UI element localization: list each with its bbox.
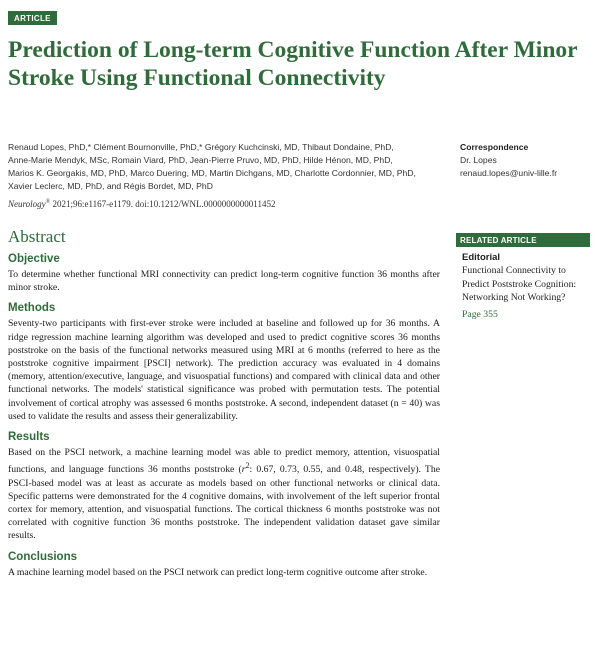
citation xyxy=(8,199,448,209)
related-article-label: Editorial xyxy=(462,252,501,263)
methods-text: Seventy-two participants with first-ever stroke were included at baseline and followed up for 36 months. A ridge regression machine learning algorithm was developed and used to predict cognitive scores 36 months poststroke on the basis of the functional networks measured using MRI at 6 months (referred to here as the poststroke cognitive impairment [PSCI] network). The prediction accuracy was evaluated in 4 domains (memory, attention/executive, language, and visuospatial functions) and compared with clinical data and other functional networks. The models' statistical significance was probed with permutation tests. The potential involvement of cortical atrophy was assessed 6 months poststroke. A second, independent dataset (n = 40) was used to validate the results and assess their generalizability. xyxy=(8,318,440,422)
related-article-title[interactable]: Functional Connectivity to Predict Poststroke Cognition: Networking Not Working? xyxy=(462,265,577,303)
results-text-a: Based on the PSCI network, a machine learning model was able to predict memory, attention, visuospatial functions, and language functions 36 months poststroke ( xyxy=(8,447,440,476)
related-article-body xyxy=(456,251,590,322)
correspondence xyxy=(460,141,595,180)
correspondence-name: Dr. Lopes xyxy=(460,155,497,165)
objective-heading: Objective xyxy=(8,253,60,265)
correspondence-email[interactable]: renaud.lopes@univ-lille.fr xyxy=(460,168,558,178)
conclusions-text: A machine learning model based on the PSCI network can predict long-term cognitive outcome after stroke. xyxy=(8,566,428,578)
related-article-heading: RELATED ARTICLE xyxy=(456,233,590,247)
author-line: Marios K. Georgakis, MD, PhD, Marco Duering, MD, Martin Dichgans, MD, Charlotte Cordonnier, MD, PhD, xyxy=(8,168,416,178)
author-line: Anne-Marie Mendyk, MSc, Romain Viard, PhD, Jean-Pierre Pruvo, MD, PhD, Hilde Hénon, MD, PhD, xyxy=(8,155,393,165)
methods-heading: Methods xyxy=(8,302,56,315)
journal-name: Neurology xyxy=(8,199,46,209)
author-list xyxy=(8,141,448,193)
conclusions-heading: Conclusions xyxy=(8,550,78,563)
author-line: Renaud Lopes, PhD,* Clément Bournonville, PhD,* Grégory Kuchcinski, MD, Thibaut Dondaine, PhD, xyxy=(8,142,394,152)
related-article-page-link[interactable]: Page 355 xyxy=(462,308,498,320)
abstract-heading: Abstract xyxy=(8,227,66,246)
results-text-b: : 0.67, 0.73, 0.55, and 0.48, respectively). The PSCI-based model was at least as accurate as models based on other functional networks or clinical data. Specific patterns were demonstrated for the 4 cognitive domains, with involvement of the left superior frontal cortex for memory, attention, and visuospatial functions. The cortical thickness 6 months poststroke was not correlated with cognitive function 36 months poststroke. The independent validation dataset gave similar results. xyxy=(8,464,440,542)
abstract-body xyxy=(8,252,440,586)
article-title: Prediction of Long-term Cognitive Function After Minor Stroke Using Functional Connectivity xyxy=(8,37,578,91)
correspondence-heading: Correspondence xyxy=(460,142,529,152)
registered-mark: ® xyxy=(45,199,51,205)
objective-text: To determine whether functional MRI connectivity can predict long-term cognitive function 36 months after minor stroke. xyxy=(8,269,440,294)
results-heading: Results xyxy=(8,431,50,444)
results-text xyxy=(8,446,440,543)
citation-details: 2021;96:e1167-e1179. doi:10.1212/WNL.0000000000011452 xyxy=(50,199,276,209)
r-squared-exponent: 2 xyxy=(245,461,250,471)
r-squared-symbol: r xyxy=(241,464,246,476)
author-line: Xavier Leclerc, MD, PhD, and Régis Bordet, MD, PhD xyxy=(8,181,213,191)
related-article-box xyxy=(456,233,590,322)
article-badge: ARTICLE xyxy=(8,11,57,25)
